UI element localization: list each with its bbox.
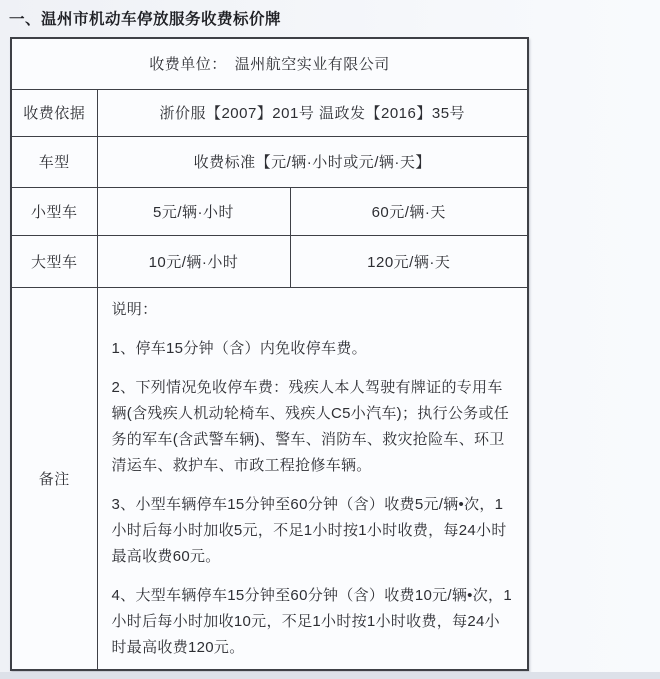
small-vehicle-label: 小型车 xyxy=(11,187,97,235)
remark-content xyxy=(98,288,528,669)
remark-heading: 说明： xyxy=(111,300,158,318)
fee-basis-value: 浙价服【2007】201号 温政发【2016】35号 xyxy=(97,89,528,136)
small-vehicle-hourly-rate: 5元/辆·小时 xyxy=(97,187,290,235)
small-vehicle-daily-rate: 60元/辆·天 xyxy=(290,187,528,235)
fee-unit-label: 收费单位： xyxy=(149,56,227,74)
page-bottom-edge xyxy=(0,672,660,679)
parking-fee-table xyxy=(10,37,529,671)
fee-unit-row xyxy=(11,38,528,89)
vehicle-type-header-row xyxy=(11,136,528,187)
remark-label: 备注 xyxy=(11,287,97,670)
remark-row xyxy=(11,287,528,670)
remark-content-cell xyxy=(97,287,528,670)
fee-basis-row xyxy=(11,89,528,136)
large-vehicle-daily-rate: 120元/辆·天 xyxy=(290,235,528,287)
remark-item-3: 3、小型车辆停车15分钟至60分钟（含）收费5元/辆•次，1小时后每小时加收5元，不足1小时按1小时收费，每24小时最高收费60元。 xyxy=(111,495,507,565)
large-vehicle-hourly-rate: 10元/辆·小时 xyxy=(97,235,290,287)
fee-standard-header: 收费标准【元/辆·小时或元/辆·天】 xyxy=(97,136,528,187)
fee-unit-cell xyxy=(11,38,528,89)
fee-basis-label: 收费依据 xyxy=(11,89,97,136)
page-title: 一、温州市机动车停放服务收费标价牌 xyxy=(9,11,282,28)
table-row-large-vehicle xyxy=(11,235,528,287)
vehicle-type-label: 车型 xyxy=(11,136,97,187)
remark-item-1: 1、停车15分钟（含）内免收停车费。 xyxy=(111,339,367,357)
remark-item-2: 2、下列情况免收停车费：残疾人本人驾驶有牌证的专用车辆(含残疾人机动轮椅车、残疾人C5小汽车)；执行公务或任务的军车(含武警车辆)、警车、消防车、救灾抢险车、环卫清运车、救护车、市政工程抢修车辆。 xyxy=(111,378,510,474)
fee-unit-value: 温州航空实业有限公司 xyxy=(234,56,390,74)
remark-item-4: 4、大型车辆停车15分钟至60分钟（含）收费10元/辆•次，1小时后每小时加收10元，不足1小时按1小时收费，每24小时最高收费120元。 xyxy=(111,586,512,656)
large-vehicle-label: 大型车 xyxy=(11,235,97,287)
table-row-small-vehicle xyxy=(11,187,528,235)
